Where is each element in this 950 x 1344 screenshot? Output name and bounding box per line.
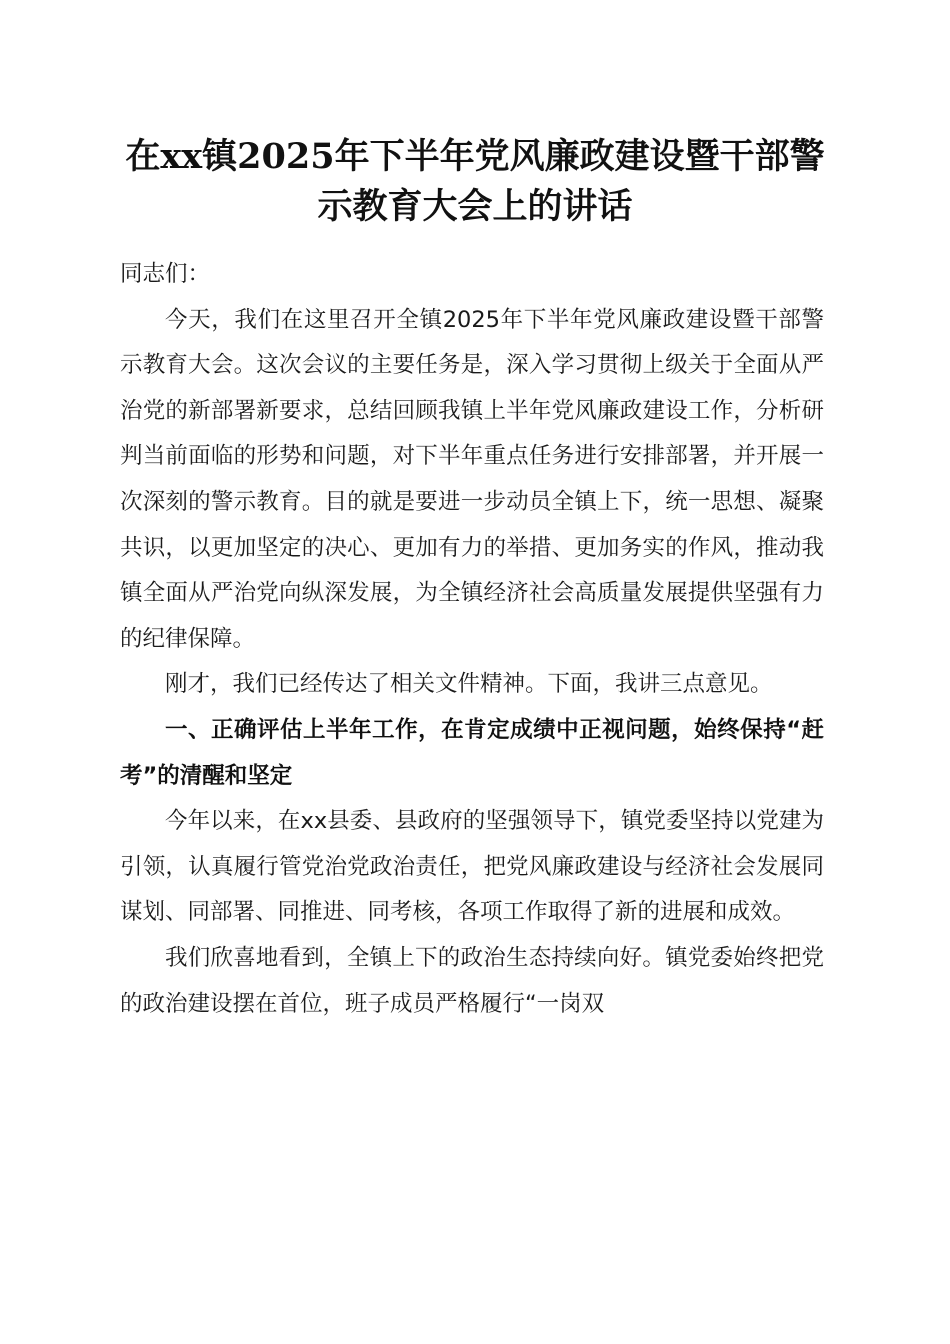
section-paragraph-1: 今年以来，在xx县委、县政府的坚强领导下，镇党委坚持以党建为引领，认真履行管党治党政治责任，把党风廉政建设与经济社会发展同谋划、同部署、同推进、同考核，各项工作取得了新的进展和成效。 xyxy=(120,808,824,926)
section-heading-1: 一、正确评估上半年工作，在肯定成绩中正视问题，始终保持“赶考”的清醒和坚定 xyxy=(120,716,824,789)
section-paragraph-2: 我们欣喜地看到，全镇上下的政治生态持续向好。镇党委始终把党的政治建设摆在首位，班子成员严格履行“一岗双 xyxy=(120,944,824,1017)
transition-paragraph: 刚才，我们已经传达了相关文件精神。下面，我讲三点意见。 xyxy=(165,671,773,698)
intro-paragraph: 今天，我们在这里召开全镇2025年下半年党风廉政建设暨干部警示教育大会。这次会议的主要任务是，深入学习贯彻上级关于全面从严治党的新部署新要求，总结回顾我镇上半年党风廉政建设工作，分析研判当前面临的形势和问题，对下半年重点任务进行安排部署，并开展一次深刻的警示教育。目的就是要进一步动员全镇上下，统一思想、凝聚共识，以更加坚定的决心、更加有力的举措、更加务实的作风，推动我镇全面从严治党向纵深发展，为全镇经济社会高质量发展提供坚强有力的纪律保障。 xyxy=(120,306,824,652)
document-body xyxy=(120,252,824,1027)
document-title: 在xx镇2025年下半年党风廉政建设暨干部警示教育大会上的讲话 xyxy=(125,136,825,227)
salutation: 同志们： xyxy=(120,261,211,287)
